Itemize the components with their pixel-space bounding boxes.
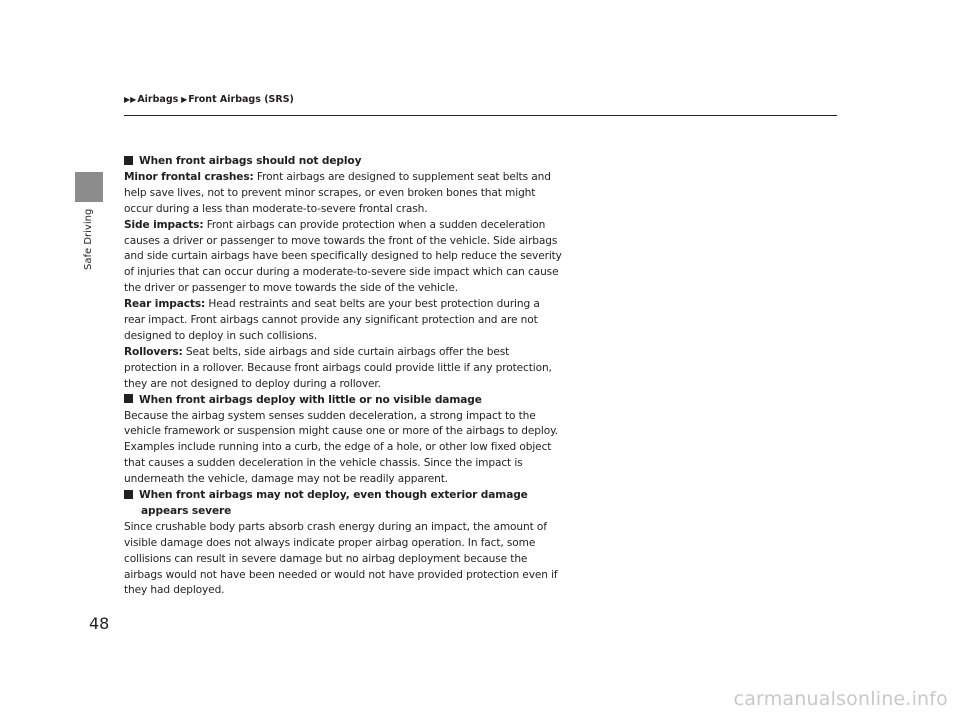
paragraph-minor-frontal: Minor frontal crashes: Front airbags are designed to supplement seat belts and help save lives, not to prevent minor scrapes, or even broken bones that might occur during a less than moderate-to-severe frontal crash.: [124, 170, 551, 215]
breadcrumb-arrow-icon: ▶: [178, 95, 188, 104]
header-rule: [124, 115, 837, 116]
section-heading-no-deploy: When front airbags should not deploy: [124, 154, 562, 170]
breadcrumb-item-front-airbags[interactable]: Front Airbags (SRS): [188, 94, 294, 105]
watermark: carmanualsonline.info: [733, 688, 948, 710]
breadcrumb-arrow-icon: ▶▶: [124, 95, 137, 104]
paragraph-little-damage: Because the airbag system senses sudden deceleration, a strong impact to the vehicle framework or suspension might cause one or more of the airbags to deploy. Examples include running into a curb, the edge of a hole, or other low fixed object that causes a sudden deceleration in the vehicle chassis. Since the impact is underneath the vehicle, damage may not be readily apparent.: [124, 409, 558, 486]
paragraph-rear-impacts: Rear impacts: Head restraints and seat belts are your best protection during a rear impact. Front airbags cannot provide any significant protection and are not designed to deploy in such collisions.: [124, 298, 540, 342]
main-content: [124, 154, 562, 599]
paragraph-side-impacts: Side impacts: Front airbags can provide protection when a sudden deceleration causes a driver or passenger to move towards the front of the vehicle. Side airbags and side curtain airbags have been specifically designed to help reduce the severity of injuries that can occur during a moderate-to-severe side impact which can cause the driver or passenger to move towards the side of the vehicle.: [124, 218, 562, 295]
breadcrumb-item-airbags[interactable]: Airbags: [137, 94, 179, 105]
paragraph-rollovers: Rollovers: Seat belts, side airbags and side curtain airbags offer the best protection in a rollover. Because front airbags could provide little if any protection, they are not designed to deploy during a rollover.: [124, 345, 552, 390]
breadcrumb: [124, 94, 294, 105]
square-bullet-icon: [124, 156, 133, 165]
square-bullet-icon: [124, 490, 133, 499]
paragraph-severe-damage: Since crushable body parts absorb crash energy during an impact, the amount of visible damage does not always indicate proper airbag operation. In fact, some collisions can result in severe damage but no airbag deployment because the airbags would not have been needed or would not have provided protection even if they had deployed.: [124, 520, 558, 597]
section-side-label: Safe Driving: [83, 208, 94, 270]
section-heading-severe-damage: When front airbags may not deploy, even though exterior damage appears severe: [124, 488, 562, 520]
page-number: 48: [89, 614, 110, 633]
section-tab-marker: [75, 172, 103, 202]
square-bullet-icon: [124, 394, 133, 403]
section-heading-little-damage: When front airbags deploy with little or no visible damage: [124, 393, 562, 409]
